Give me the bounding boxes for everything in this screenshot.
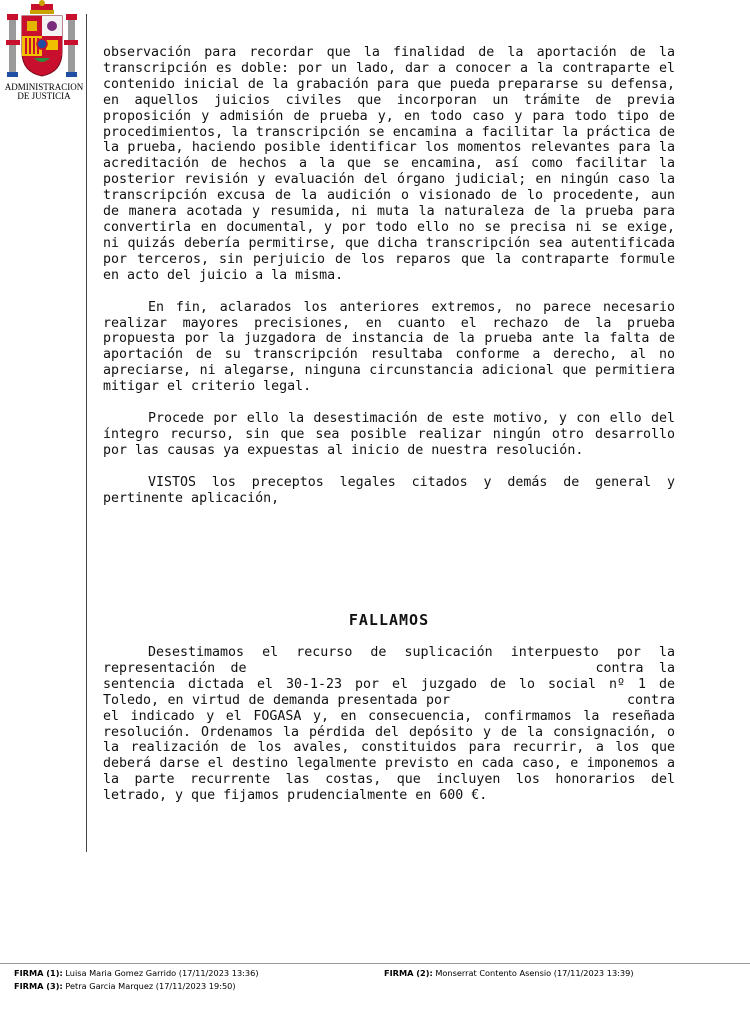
ruling-text-part2: contra la sentencia dictada el 30-1-23 por el juzgado de lo social nº 1 de Toledo, en virtud de demanda presentada por bbox=[103, 660, 675, 708]
signature-3-value: Petra Garcia Marquez (17/11/2023 19:50) bbox=[65, 981, 236, 991]
signature-1-label: FIRMA (1): bbox=[14, 968, 63, 978]
document-body bbox=[103, 45, 675, 507]
signature-1 bbox=[14, 968, 259, 978]
margin-rule bbox=[86, 14, 87, 852]
signature-2-label: FIRMA (2): bbox=[384, 968, 433, 978]
org-label-line2: DE JUSTICIA bbox=[17, 91, 71, 101]
paragraph-dismissal: Procede por ello la desestimación de este motivo, y con ello del íntegro recurso, sin que sea posible realizar ningún otro desarrollo por las causas ya expuestas al inicio de nuestra resolución. bbox=[103, 411, 675, 458]
coat-of-arms bbox=[2, 0, 82, 104]
ruling-section bbox=[103, 645, 675, 804]
footer-rule bbox=[0, 963, 750, 964]
signature-3 bbox=[14, 981, 236, 991]
section-heading: FALLAMOS bbox=[348, 611, 430, 629]
signature-2-value: Monserrat Contento Asensio (17/11/2023 13:39) bbox=[435, 968, 634, 978]
signature-1-value: Luisa Maria Gomez Garrido (17/11/2023 13:36) bbox=[65, 968, 259, 978]
ruling-text-part3: contra el indicado y el FOGASA y, en consecuencia, confirmamos la reseñada resolución. Ordenamos la pérdida del depósito y de la consignación, o la realización de los avales, constituidos para recurrir, a los que deberá darse el destino legalmente previsto en cada caso, e imponemos a la parte recurrente las costas, que incluyen los honorarios del letrado, y que fijamos prudencialmente en 600 €. bbox=[103, 692, 675, 804]
signature-3-label: FIRMA (3): bbox=[14, 981, 63, 991]
ruling-paragraph bbox=[103, 645, 675, 804]
org-label-line1: ADMINISTRACION bbox=[4, 82, 84, 92]
paragraph-vistos: VISTOS los preceptos legales citados y demás de general y pertinente aplicación, bbox=[103, 474, 675, 506]
coat-of-arms-icon bbox=[6, 0, 78, 80]
paragraph-continuation: observación para recordar que la finalidad de la aportación de la transcripción es doble: por un lado, dar a conocer a la contraparte el contenido inicial de la grabación para que pueda prepararse su defensa, en aquellos juicios civiles que incorporan un trámite de previa proposición y admisión de prueba y, en todo caso y para todo tipo de procedimientos, la transcripción se encamina a facilitar la práctica de la prueba, haciendo posible identificar los momentos relevantes para la acreditación de hechos a la que se encamina, así como facilitar la posterior revisión y evaluación del órgano judicial; en ningún caso la transcripción excusa de la audición o visionado de lo procedente, aun de manera acotada y resumida, ni muta la naturaleza de la prueba para convertirla en documental, y por todo ello no se precisa ni se exige, ni quizás debería permitirse, que dicha transcripción sea autentificada por terceros, sin perjuicio de los reparos que la contraparte formule en acto del juicio a la misma. bbox=[103, 45, 675, 283]
ruling-text-part1: Desestimamos el recurso de suplicación interpuesto por la representación de bbox=[103, 645, 675, 676]
paragraph-conclusion: En fin, aclarados los anteriores extremos, no parece necesario realizar mayores precisiones, en cuanto el rechazo de la prueba propuesta por la juzgadora de instancia de la prueba ante la falta de aportación de su transcripción resultaba conforme a derecho, al no apreciarse, ni alegarse, ninguna circunstancia adicional que permitiera mitigar el criterio legal. bbox=[103, 299, 675, 395]
signature-2 bbox=[384, 968, 634, 978]
